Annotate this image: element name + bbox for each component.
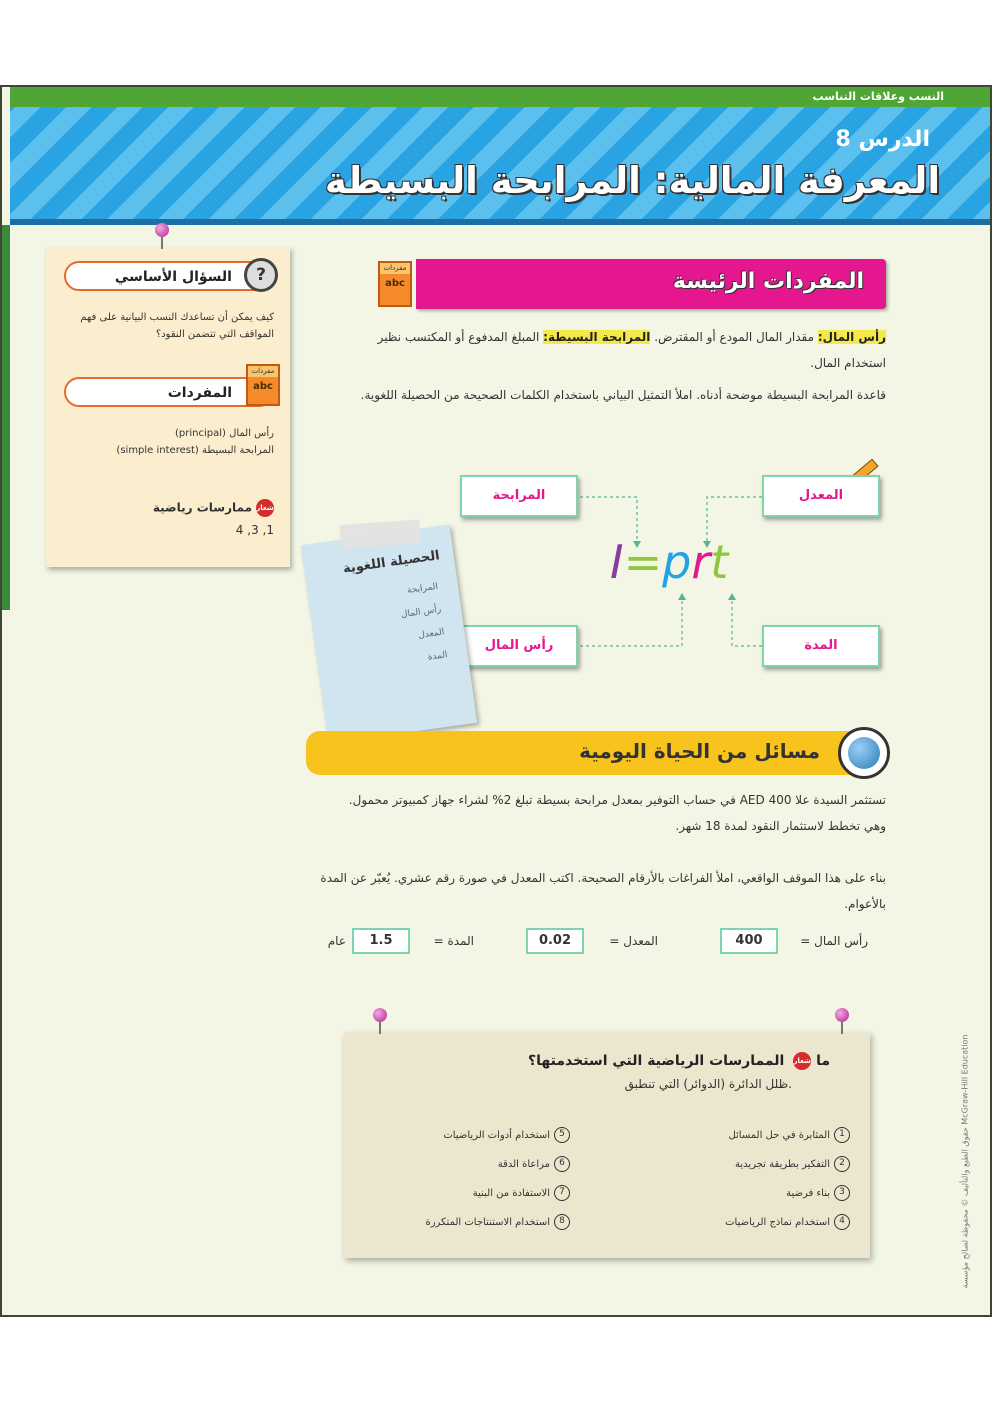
practices-row xyxy=(64,499,274,517)
practice-circle[interactable]: 7 xyxy=(554,1185,570,1201)
vocab-item: رأس المال (principal) xyxy=(174,428,274,439)
interest-formula xyxy=(610,535,728,589)
pushpin-icon xyxy=(373,1008,387,1022)
globe-icon xyxy=(838,727,890,779)
key-vocabulary-banner xyxy=(378,259,886,309)
lesson-number: الدرس 8 xyxy=(835,127,930,152)
principal-label: رأس المال = xyxy=(800,934,868,948)
practices-badge-icon: شعار xyxy=(793,1052,811,1070)
answer-row xyxy=(302,928,882,958)
time-input[interactable]: 1.5 xyxy=(352,928,410,954)
definition-simple-interest: المبلغ المدفوع أو المكتسب نظير استخدام المال. xyxy=(377,330,886,370)
time-label: المدة = xyxy=(433,934,474,948)
arrowhead xyxy=(728,593,736,600)
fill-instruction: بناء على هذا الموقف الواقعي، املأ الفراغات بالأرقام الصحيحة. اكتب المعدل في صورة رقم عشري. يُعبّر عن المدة بالأعوام. xyxy=(320,871,886,911)
left-edge-bar xyxy=(2,225,10,610)
vocabulary-icon-art: abc xyxy=(385,278,405,289)
term-simple-interest: المرابحة البسيطة: xyxy=(543,330,651,344)
vocabulary-icon xyxy=(246,364,280,406)
practice-item-4[interactable]: 4استخدام نماذج الرياضيات xyxy=(725,1214,850,1230)
vocabulary-icon-label: مفردات xyxy=(248,366,278,377)
pushpin-icon xyxy=(835,1008,849,1022)
formula-equals: = xyxy=(623,535,663,589)
practice-item-1[interactable]: 1المثابرة في حل المسائل xyxy=(728,1127,850,1143)
formula-r: r xyxy=(691,535,711,589)
box-principal[interactable]: رأس المال xyxy=(460,625,578,667)
connector-time xyxy=(732,597,762,646)
practice-circle[interactable]: 2 xyxy=(834,1156,850,1172)
practices-label: ممارسات رياضية xyxy=(152,500,252,515)
box-interest[interactable]: المرابحة xyxy=(460,475,578,517)
practice-item-7[interactable]: 7الاستفادة من البنية xyxy=(473,1185,570,1201)
pin-stem xyxy=(161,235,163,249)
practices-subtitle: ظلل الدائرة (الدوائر) التي تنطبق. xyxy=(624,1077,792,1091)
word-bank-item: المدة xyxy=(427,650,449,663)
definition-principal: مقدار المال المودع أو المقترض. xyxy=(650,330,818,344)
word-bank-note xyxy=(301,525,477,744)
definitions-paragraph xyxy=(346,324,886,376)
problem-text xyxy=(306,787,886,839)
rate-label: المعدل = xyxy=(609,934,658,948)
tape xyxy=(339,520,420,550)
vocab-header xyxy=(64,367,275,407)
essential-question-text: كيف يمكن أن تساعدك النسب البيانية على فهم المواقف التي تتضمن النقود؟ xyxy=(80,312,274,340)
practices-prefix: ما xyxy=(816,1053,830,1069)
practice-circle[interactable]: 3 xyxy=(834,1185,850,1201)
lesson-page xyxy=(0,85,992,1317)
rate-input[interactable]: 0.02 xyxy=(526,928,584,954)
word-bank-item: المرابحة xyxy=(406,581,439,597)
math-practices-box xyxy=(344,1032,870,1258)
practices-badge-icon: شعار xyxy=(256,499,274,517)
key-vocabulary-bar xyxy=(416,259,886,309)
connector-principal xyxy=(580,597,682,646)
practice-circle[interactable]: 5 xyxy=(554,1127,570,1143)
real-world-banner xyxy=(306,727,890,779)
pin-stem xyxy=(379,1020,381,1034)
sidebar-note xyxy=(46,247,290,567)
essential-question-header xyxy=(64,261,274,291)
formula-t: t xyxy=(710,535,729,589)
problem-line: تستثمر السيدة علا 400 AED في حساب التوفير بمعدل مرابحة بسيطة تبلغ 2% لشراء جهاز كمبيوتر محمول. xyxy=(348,793,886,807)
copyright-vertical xyxy=(960,1017,974,1307)
word-bank-item: المعدل xyxy=(417,627,445,641)
word-bank-item: رأس المال xyxy=(400,604,442,621)
practices-question xyxy=(528,1052,830,1070)
pushpin-icon xyxy=(155,223,169,237)
vocabulary-icon xyxy=(378,261,412,307)
question-icon: ? xyxy=(244,258,278,292)
vocabulary-icon-label: مفردات xyxy=(380,263,410,274)
practice-item-3[interactable]: 3بناء فرضية xyxy=(786,1185,850,1201)
key-vocabulary-title: المفردات الرئيسة xyxy=(672,269,864,294)
chapter-label: النسب وعلاقات التناسب xyxy=(812,90,944,103)
practice-circle[interactable]: 1 xyxy=(834,1127,850,1143)
copyright-text: حقوق الطبع والتأليف © محفوظة لصالح مؤسسة McGraw-Hill Education xyxy=(960,1034,970,1289)
practice-circle[interactable]: 8 xyxy=(554,1214,570,1230)
box-rate[interactable]: المعدل xyxy=(762,475,880,517)
formula-diagram xyxy=(292,459,892,729)
practice-item-6[interactable]: 6مراعاة الدقة xyxy=(498,1156,570,1172)
time-unit: عام xyxy=(327,934,346,948)
problem-line: وهي تخطط لاستثمار النقود لمدة 18 شهر. xyxy=(675,819,886,833)
practice-item-2[interactable]: 2التفكير بطريقة تجريدية xyxy=(735,1156,850,1172)
diagram-instruction: قاعدة المرابحة البسيطة موضحة أدناه. املأ التمثيل البياني باستخدام الكلمات الصحيحة من الحصيلة اللغوية. xyxy=(360,388,886,402)
term-principal: رأس المال: xyxy=(817,330,886,344)
vocab-item: المرابحة البسيطة (simple interest) xyxy=(116,445,274,456)
lesson-title: المعرفة المالية: المرابحة البسيطة xyxy=(324,159,940,202)
formula-i: I xyxy=(610,535,624,589)
arrowhead xyxy=(678,593,686,600)
practice-item-8[interactable]: 8استخدام الاستنتاجات المتكررة xyxy=(425,1214,570,1230)
real-world-title: مسائل من الحياة اليومية xyxy=(579,739,820,763)
vocabulary-icon-art: abc xyxy=(253,381,273,392)
essential-question-label: السؤال الأساسي xyxy=(114,269,232,285)
practice-circle[interactable]: 4 xyxy=(834,1214,850,1230)
lesson-header xyxy=(10,87,990,225)
practices-suffix: الممارسات الرياضية التي استخدمتها؟ xyxy=(528,1053,785,1069)
vocab-list xyxy=(64,425,274,459)
practice-item-5[interactable]: 5استخدام أدوات الرياضيات xyxy=(443,1127,570,1143)
formula-p: p xyxy=(662,535,692,589)
vocab-label: المفردات xyxy=(167,385,232,401)
chapter-strip xyxy=(10,87,990,107)
principal-input[interactable]: 400 xyxy=(720,928,778,954)
box-time[interactable]: المدة xyxy=(762,625,880,667)
practice-circle[interactable]: 6 xyxy=(554,1156,570,1172)
pin-stem xyxy=(841,1020,843,1034)
word-bank-title: الحصيلة اللغوية xyxy=(342,548,441,577)
practices-values: 1, 3, 4 xyxy=(235,523,274,537)
